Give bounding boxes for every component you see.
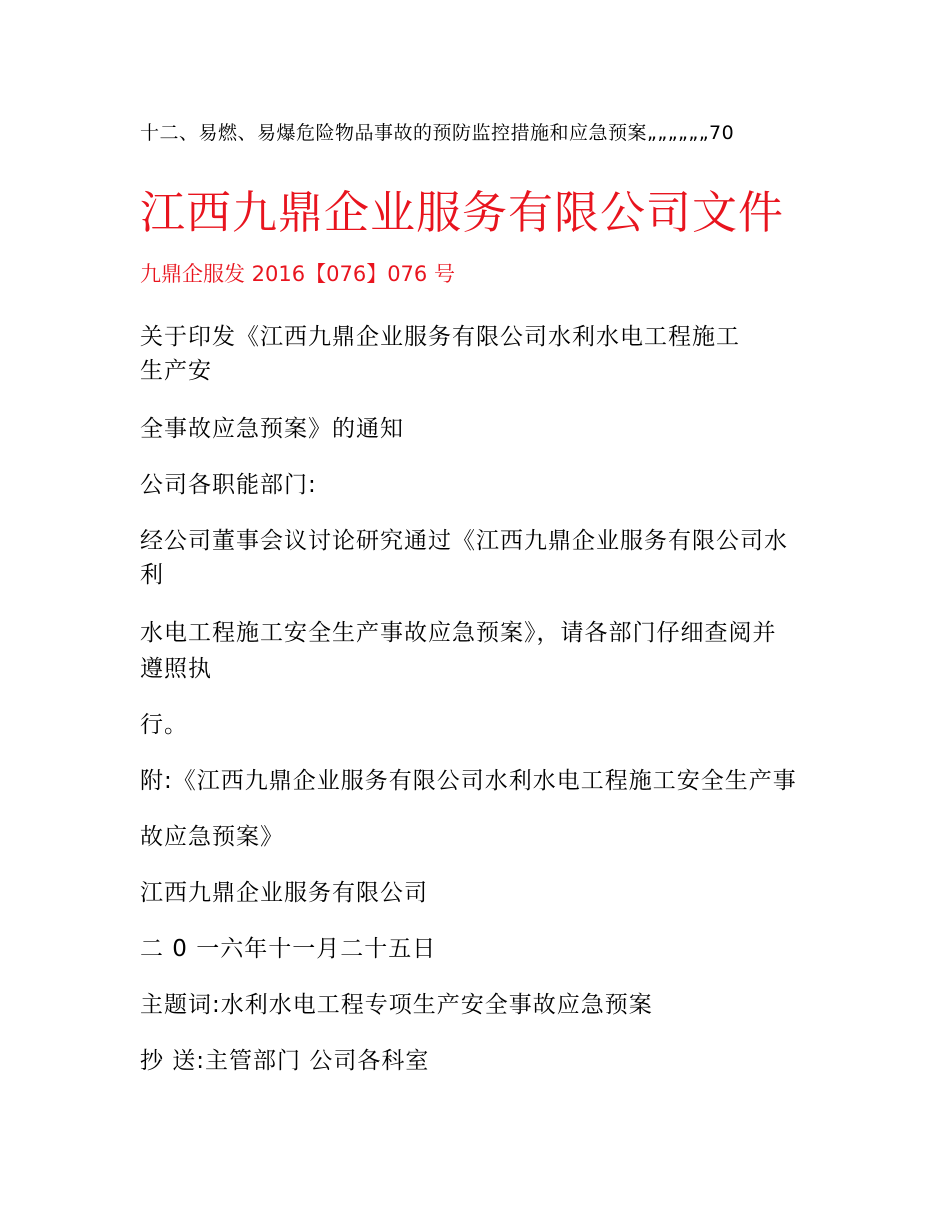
notice-title-line-3: 全事故应急预案》的通知 — [140, 416, 404, 442]
toc-entry: 十二、易燃、易爆危险物品事故的预防监控措施和应急预案„„„„„„70 — [140, 122, 735, 144]
signature-date: 二 0 一六年十一月二十五日 — [140, 936, 437, 962]
paragraph-line-2: 利 — [140, 562, 164, 588]
cc-line: 抄 送:主管部门 公司各科室 — [140, 1048, 430, 1074]
attachment-line-1: 附:《江西九鼎企业服务有限公司水利水电工程施工安全生产事 — [140, 768, 797, 794]
notice-title-line-2: 生产安 — [140, 358, 212, 384]
paragraph-line-3: 水电工程施工安全生产事故应急预案》，请各部门仔细查阅并 — [140, 620, 777, 646]
addressee: 公司各职能部门: — [140, 472, 317, 498]
document-number: 九鼎企服发 2016【076】076 号 — [140, 262, 455, 286]
paragraph-line-4: 遵照执 — [140, 656, 212, 682]
document-header-title: 江西九鼎企业服务有限公司文件 — [140, 186, 785, 239]
signature-company: 江西九鼎企业服务有限公司 — [140, 880, 428, 906]
attachment-line-2: 故应急预案》 — [140, 824, 284, 850]
notice-title-line-1: 关于印发《江西九鼎企业服务有限公司水利水电工程施工 — [140, 324, 740, 350]
subject-words: 主题词:水利水电工程专项生产安全事故应急预案 — [140, 992, 653, 1018]
paragraph-line-5: 行。 — [140, 712, 188, 738]
paragraph-line-1: 经公司董事会议讨论研究通过《江西九鼎企业服务有限公司水 — [140, 528, 788, 554]
